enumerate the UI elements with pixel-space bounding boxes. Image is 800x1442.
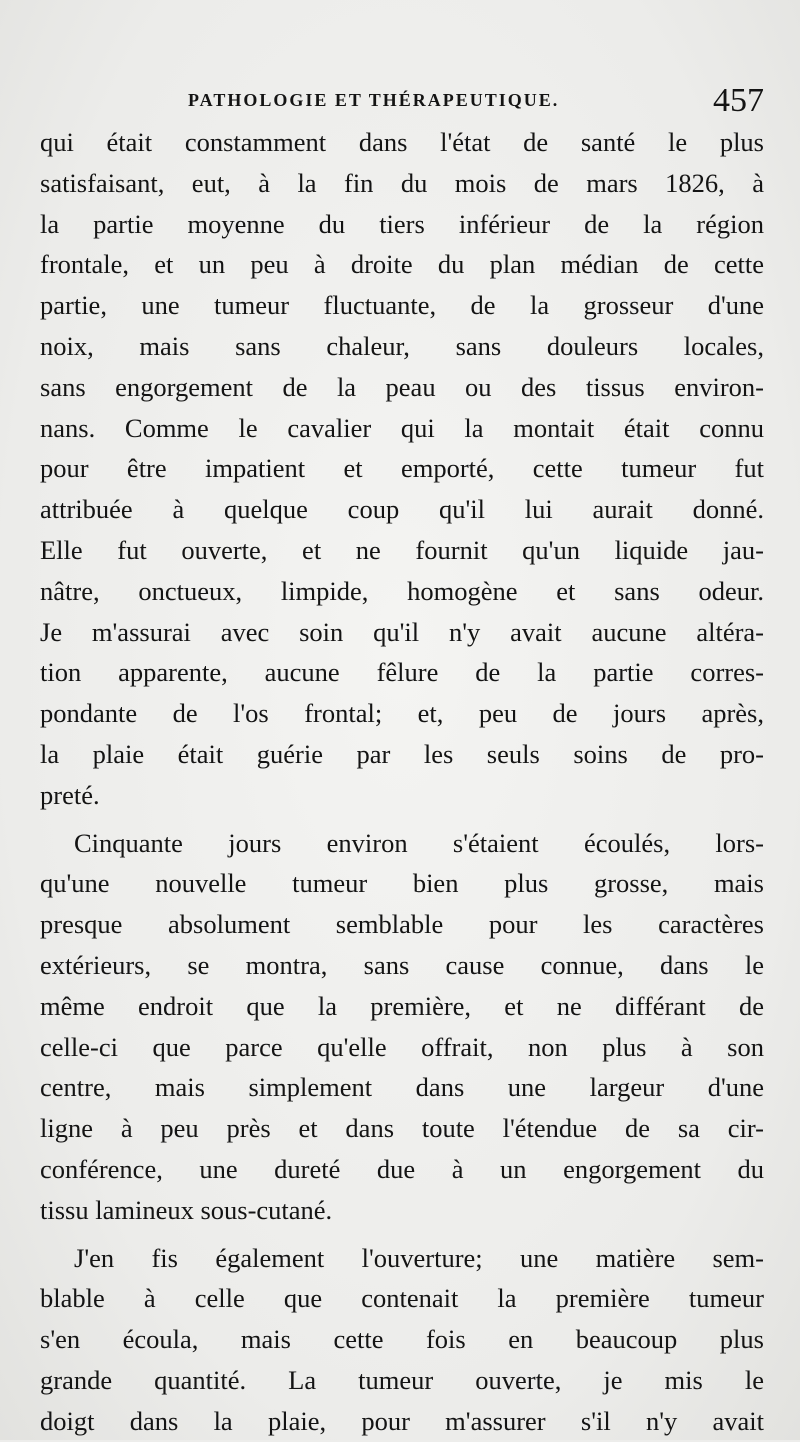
text-line: J'en fis également l'ouverture; une matière sem- [74,1242,764,1273]
text-line: qui était constamment dans l'état de santé le plus [40,127,764,157]
text-line: presque absolument semblable pour les caractères [40,909,764,940]
paragraph [40,1238,764,1442]
text-line: la plaie était guérie par les seuls soins de pro- [40,738,764,769]
running-head [40,82,764,122]
text-line: sans engorgement de la peau ou des tissus environ- [40,371,764,402]
text-line: grande quantité. La tumeur ouverte, je mis le [40,1364,764,1395]
text-line: tion apparente, aucune fêlure de la partie corres- [40,657,764,688]
body-text [40,122,764,1442]
text-line: celle-ci que parce qu'elle offrait, non plus à son [40,1031,764,1062]
text-line: nans. Comme le cavalier qui la montait était connu [40,412,764,443]
paragraph-gap [40,1231,764,1238]
text-line: la partie moyenne du tiers inférieur de la région [40,208,764,239]
paragraph [40,823,764,1231]
text-line: s'en écoula, mais cette fois en beaucoup plus [40,1324,764,1355]
text-line: blable à celle que contenait la première tumeur [40,1283,764,1314]
page-number: 457 [713,82,764,119]
text-line: pondante de l'os frontal; et, peu de jours après, [40,698,764,729]
text-line: Je m'assurai avec soin qu'il n'y avait aucune altéra- [40,616,764,647]
text-line: doigt dans la plaie, pour m'assurer s'il n'y avait [40,1405,764,1436]
running-title: PATHOLOGIE ET THÉRAPEUTIQUE. [188,90,560,110]
text-line: attribuée à quelque coup qu'il lui aurait donné. [40,494,764,525]
text-line: centre, mais simplement dans une largeur d'une [40,1072,764,1103]
text-line: pour être impatient et emporté, cette tumeur fut [40,453,764,484]
text-line: nâtre, onctueux, limpide, homogène et sans odeur. [40,575,764,606]
text-line: ligne à peu près et dans toute l'étendue de sa cir- [40,1113,764,1144]
text-line: Elle fut ouverte, et ne fournit qu'un liquide jau- [40,534,764,565]
paragraph [40,122,764,816]
text-line: satisfaisant, eut, à la fin du mois de mars 1826, à [40,167,764,198]
text-line: preté. [40,779,100,810]
text-line: même endroit que la première, et ne différant de [40,990,764,1021]
text-line: tissu lamineux sous-cutané. [40,1194,333,1225]
text-line: partie, une tumeur fluctuante, de la grosseur d'une [40,290,764,321]
text-line: noix, mais sans chaleur, sans douleurs locales, [40,330,764,361]
text-line: extérieurs, se montra, sans cause connue, dans le [40,949,764,980]
paragraph-gap [40,816,764,823]
text-line: frontale, et un peu à droite du plan médian de cette [40,249,764,280]
text-line: qu'une nouvelle tumeur bien plus grosse, mais [40,868,764,899]
text-line: Cinquante jours environ s'étaient écoulés, lors- [74,827,764,858]
text-line: conférence, une dureté due à un engorgement du [40,1153,764,1184]
